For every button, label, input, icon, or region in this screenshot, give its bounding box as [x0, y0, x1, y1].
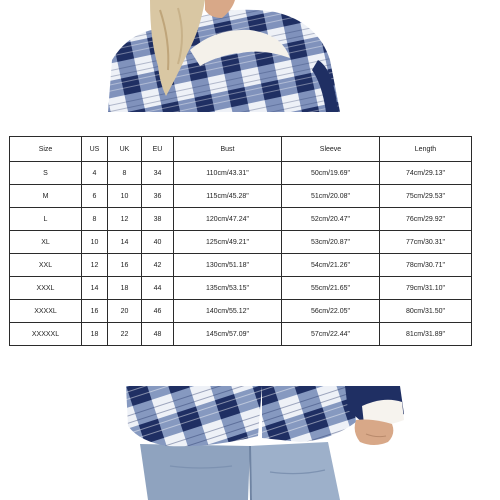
cell-us: 14: [82, 277, 108, 300]
size-chart-table: [9, 136, 472, 346]
table-row: [10, 185, 472, 208]
cell-uk: 14: [108, 231, 142, 254]
cell-eu: 46: [142, 300, 174, 323]
table-row: [10, 162, 472, 185]
table-row: [10, 231, 472, 254]
cell-us: 12: [82, 254, 108, 277]
cell-length: 75cm/29.53": [380, 185, 472, 208]
cell-uk: 18: [108, 277, 142, 300]
cell-bust: 125cm/49.21": [174, 231, 282, 254]
cell-sleeve: 57cm/22.44": [282, 323, 380, 346]
cell-length: 80cm/31.50": [380, 300, 472, 323]
table-row: [10, 254, 472, 277]
cell-bust: 115cm/45.28": [174, 185, 282, 208]
cell-uk: 12: [108, 208, 142, 231]
cell-bust: 120cm/47.24": [174, 208, 282, 231]
cell-length: 77cm/30.31": [380, 231, 472, 254]
header-bust: Bust: [174, 137, 282, 162]
cell-us: 16: [82, 300, 108, 323]
cell-us: 10: [82, 231, 108, 254]
cell-us: 8: [82, 208, 108, 231]
header-size: Size: [10, 137, 82, 162]
cell-bust: 140cm/55.12": [174, 300, 282, 323]
cell-uk: 22: [108, 323, 142, 346]
cell-us: 4: [82, 162, 108, 185]
header-length: Length: [380, 137, 472, 162]
cell-eu: 42: [142, 254, 174, 277]
cell-uk: 8: [108, 162, 142, 185]
table-header-row: [10, 137, 472, 162]
cell-bust: 110cm/43.31": [174, 162, 282, 185]
cell-size: XXXXXL: [10, 323, 82, 346]
table-row: [10, 300, 472, 323]
cell-us: 18: [82, 323, 108, 346]
cell-length: 74cm/29.13": [380, 162, 472, 185]
cell-length: 81cm/31.89": [380, 323, 472, 346]
cell-eu: 48: [142, 323, 174, 346]
cell-size: L: [10, 208, 82, 231]
header-uk: UK: [108, 137, 142, 162]
cell-size: S: [10, 162, 82, 185]
cell-bust: 130cm/51.18": [174, 254, 282, 277]
product-photo-top: [0, 0, 500, 112]
cell-size: XL: [10, 231, 82, 254]
cell-eu: 34: [142, 162, 174, 185]
cell-eu: 44: [142, 277, 174, 300]
cell-uk: 10: [108, 185, 142, 208]
cell-uk: 16: [108, 254, 142, 277]
cell-bust: 145cm/57.09": [174, 323, 282, 346]
product-photo-bottom: [0, 386, 500, 500]
cell-size: M: [10, 185, 82, 208]
header-sleeve: Sleeve: [282, 137, 380, 162]
cell-bust: 135cm/53.15": [174, 277, 282, 300]
size-chart: [9, 136, 471, 346]
cell-eu: 36: [142, 185, 174, 208]
cell-sleeve: 52cm/20.47": [282, 208, 380, 231]
cell-length: 78cm/30.71": [380, 254, 472, 277]
cell-size: XXXXL: [10, 300, 82, 323]
cell-sleeve: 51cm/20.08": [282, 185, 380, 208]
cell-eu: 38: [142, 208, 174, 231]
table-row: [10, 277, 472, 300]
cell-sleeve: 55cm/21.65": [282, 277, 380, 300]
cell-sleeve: 54cm/21.26": [282, 254, 380, 277]
header-us: US: [82, 137, 108, 162]
table-row: [10, 208, 472, 231]
cell-length: 79cm/31.10": [380, 277, 472, 300]
cell-sleeve: 53cm/20.87": [282, 231, 380, 254]
cell-eu: 40: [142, 231, 174, 254]
cell-size: XXXL: [10, 277, 82, 300]
cell-length: 76cm/29.92": [380, 208, 472, 231]
cell-us: 6: [82, 185, 108, 208]
header-eu: EU: [142, 137, 174, 162]
table-row: [10, 323, 472, 346]
cell-size: XXL: [10, 254, 82, 277]
cell-sleeve: 56cm/22.05": [282, 300, 380, 323]
cell-uk: 20: [108, 300, 142, 323]
cell-sleeve: 50cm/19.69": [282, 162, 380, 185]
